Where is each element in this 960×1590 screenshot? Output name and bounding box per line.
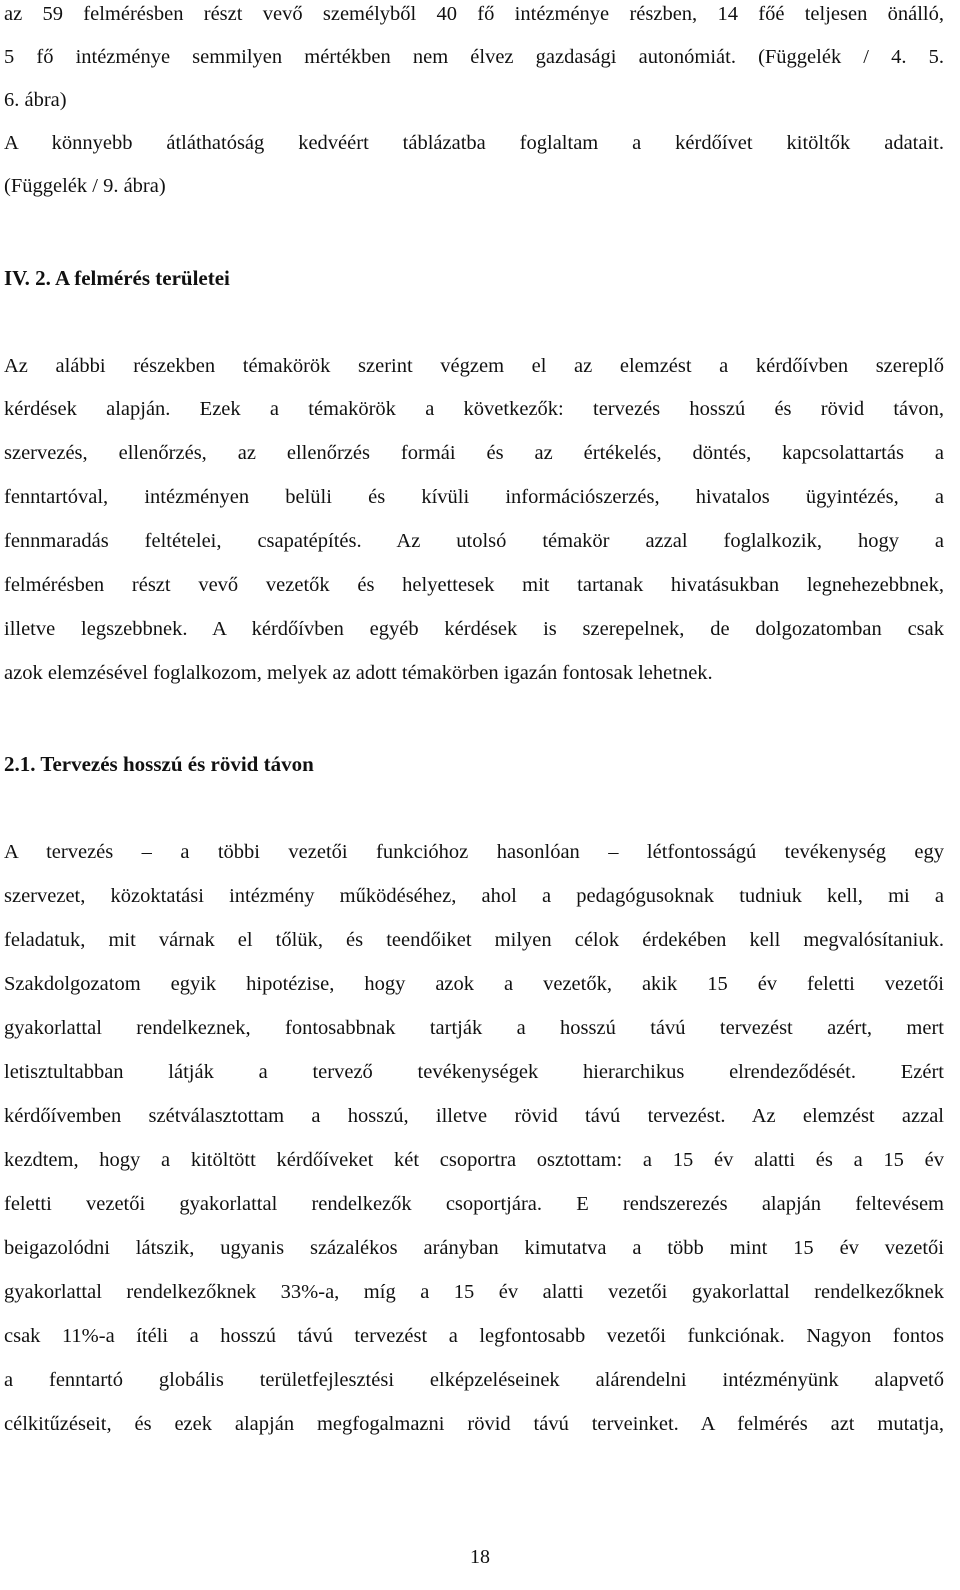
iv2-line-5: fennmaradás feltételei, csapatépítés. Az utolsó témakör azzal foglalkozik, hogy a bbox=[4, 530, 944, 552]
s21-line-13: a fenntartó globális területfejlesztési elképzeléseinek alárendelni intézményünk alapvető bbox=[4, 1369, 944, 1391]
s21-line-3: feladatuk, mit várnak el tőlük, és teendőiket milyen célok érdekében kell megvalósítaniuk. bbox=[4, 929, 944, 951]
iv2-line-2: kérdések alapján. Ezek a témakörök a következők: tervezés hosszú és rövid távon, bbox=[4, 398, 944, 420]
page-number: 18 bbox=[470, 1546, 490, 1568]
s21-line-8: kezdtem, hogy a kitöltött kérdőíveket két csoportra osztottam: a 15 év alatti és a 15 év bbox=[4, 1149, 944, 1171]
intro-line-4: A könnyebb átláthatóság kedvéért táblázatba foglaltam a kérdőívet kitöltők adatait. bbox=[4, 132, 944, 154]
s21-line-9: feletti vezetői gyakorlattal rendelkezők csoportjára. E rendszerezés alapján feltevésem bbox=[4, 1193, 944, 1215]
intro-line-1: az 59 felmérésben részt vevő személyből 40 fő intézménye részben, 14 főé teljesen önálló, bbox=[4, 3, 944, 25]
intro-line-5: (Függelék / 9. ábra) bbox=[4, 175, 166, 197]
s21-line-6: letisztultabban látják a tervező tevékenységek hierarchikus elrendeződését. Ezért bbox=[4, 1061, 944, 1083]
s21-line-1: A tervezés – a többi vezetői funkcióhoz hasonlóan – létfontosságú tevékenység egy bbox=[4, 841, 944, 863]
s21-line-11: gyakorlattal rendelkezőknek 33%-a, míg a 15 év alatti vezetői gyakorlattal rendelkezőknek bbox=[4, 1281, 944, 1303]
intro-line-2: 5 fő intézménye semmilyen mértékben nem élvez gazdasági autonómiát. (Függelék / 4. 5. bbox=[4, 46, 944, 68]
s21-line-14: célkitűzéseit, és ezek alapján megfogalmazni rövid távú terveinket. A felmérés azt mutatja, bbox=[4, 1413, 944, 1435]
intro-line-3: 6. ábra) bbox=[4, 89, 67, 111]
iv2-line-4: fenntartóval, intézményen belüli és kívüli információszerzés, hivatalos ügyintézés, a bbox=[4, 486, 944, 508]
iv2-line-3: szervezés, ellenőrzés, az ellenőrzés formái és az értékelés, döntés, kapcsolattartás a bbox=[4, 442, 944, 464]
s21-line-10: beigazolódni látszik, ugyanis százalékos arányban kimutatva a több mint 15 év vezetői bbox=[4, 1237, 944, 1259]
section-heading-2-1: 2.1. Tervezés hosszú és rövid távon bbox=[4, 752, 314, 776]
iv2-line-1: Az alábbi részekben témakörök szerint végzem el az elemzést a kérdőívben szereplő bbox=[4, 355, 944, 377]
iv2-line-7: illetve legszebbnek. A kérdőívben egyéb kérdések is szerepelnek, de dolgozatomban csak bbox=[4, 618, 944, 640]
s21-line-12: csak 11%-a ítéli a hosszú távú tervezést a legfontosabb vezetői funkciónak. Nagyon fontos bbox=[4, 1325, 944, 1347]
iv2-line-6: felmérésben részt vevő vezetők és helyettesek mit tartanak hivatásukban legnehezebbnek, bbox=[4, 574, 944, 596]
s21-line-2: szervezet, közoktatási intézmény működéséhez, ahol a pedagógusoknak tudniuk kell, mi a bbox=[4, 885, 944, 907]
s21-line-5: gyakorlattal rendelkeznek, fontosabbnak tartják a hosszú távú tervezést azért, mert bbox=[4, 1017, 944, 1039]
s21-line-7: kérdőívemben szétválasztottam a hosszú, illetve rövid távú tervezést. Az elemzést azzal bbox=[4, 1105, 944, 1127]
s21-line-4: Szakdolgozatom egyik hipotézise, hogy azok a vezetők, akik 15 év feletti vezetői bbox=[4, 973, 944, 995]
section-heading-iv2: IV. 2. A felmérés területei bbox=[4, 266, 230, 290]
iv2-line-8: azok elemzésével foglalkozom, melyek az adott témakörben igazán fontosak lehetnek. bbox=[4, 662, 713, 684]
